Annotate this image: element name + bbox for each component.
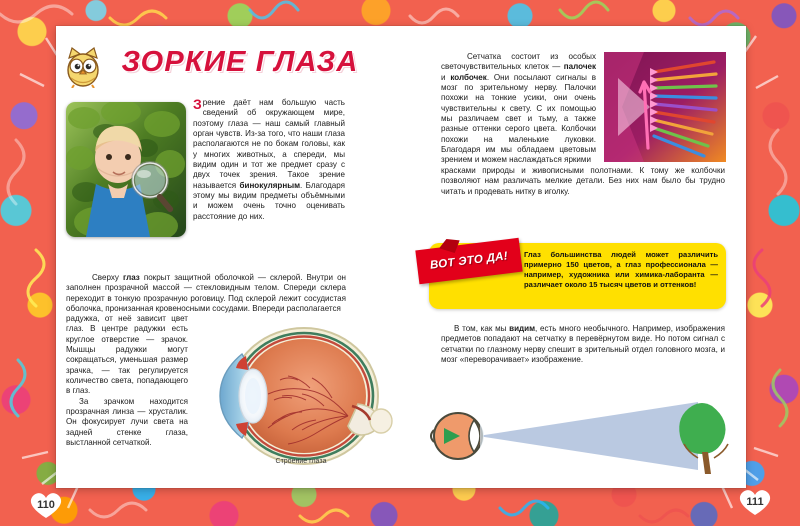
left-paragraph-2: Сверху глаз покрыт защитной оболочкой — склерой. Внутри он заполнен прозрачной массой — стекловидным телом. Спереди склера переходит в тонкую прозрачную роговицу. Под склерой лежит сосудистая оболочка, пронизанная кровеносными сосудами. Впереди располагается xyxy=(66,273,346,314)
page-number-left xyxy=(26,490,66,520)
page-number-right xyxy=(735,487,775,517)
eye-figure-caption: Строение глаза xyxy=(275,458,327,465)
left-p1-bold: бинокулярным xyxy=(239,180,301,190)
fact-box-text: Глаз большинства людей может различить примерно 150 цветов, а глаз профессионала — например, художника или химика-лаборанта — различает около 15 тысяч цветов и оттенков! xyxy=(524,250,718,289)
retina-cells-illustration xyxy=(604,52,726,162)
dropcap: З xyxy=(193,96,202,112)
photo-boy-with-magnifier xyxy=(66,102,186,237)
left-p1-text-after: . Благодаря этому мы видим предметы объёмными и можем очень точно оценивать расстояние до них. xyxy=(193,180,345,221)
page-number-right-label: 111 xyxy=(746,496,764,508)
page-number-left-label: 110 xyxy=(37,499,55,511)
left-column-continuation: радужка, от неё зависит цвет глаз. В центре радужки есть круглое отверстие — зрачок. Мышцы радужки могут сокращаться, уменьшая размер зрачка, — так регулируется количество света, попадающего в глаз. За зрачком находится прозрачная линза — хрусталик. Он фокусирует лучи света на задней стенке глаза, выстланной сетчаткой. xyxy=(66,314,188,448)
owl-mascot-icon xyxy=(62,44,104,88)
right-paragraph-1: Сетчатка состоит из особых светочувствительных клеток — палочек и колбочек. Они посылают сигналы в мозг по зрительному нерву. Палочки похожи на тонкие усики, они очень чувствительны к свету. С их помощью мы различаем свет и тьму, а также разные оттенки серого цвета. Колбочки похожи на маленькие луковки. Благодаря им мы обладаем цветовым зрением и можем наслаждаться яркими xyxy=(441,52,596,165)
fact-box xyxy=(429,243,726,309)
right-p2-bold: видим xyxy=(509,324,536,333)
left-paragraph-1 xyxy=(193,98,345,222)
left-p1-text: рение даёт нам большую часть сведений об окружающем мире, поэтому глаза — наш самый главный орган чувств. Из-за того, что наши глаза располагаются не по бокам головы, как у многих животных, а спереди, мы видим один и тот же предмет сразу с двух точек зрения. Такое зрение называется xyxy=(193,98,345,190)
fact-ribbon xyxy=(415,238,522,284)
eye-sees-tree-diagram xyxy=(430,398,730,476)
fact-ribbon-label: ВОТ ЭТО ДА! xyxy=(429,250,509,272)
right-paragraph-2 xyxy=(441,324,725,365)
right-p2-lead: В том, как мы xyxy=(454,324,510,333)
right-p2-text: , есть много необычного. Например, изображения предметов попадают на сетчатку в перевёрнутом виде. Но потом сигнал с сетчатки по глазному нерву спешит в зрительный отдел головного мозга, и мозг «переворачивает» изображение. xyxy=(441,324,725,365)
eye-anatomy-diagram xyxy=(206,320,396,475)
page-title: ЗОРКИЕ ГЛАЗА xyxy=(121,46,359,78)
right-column-continuation: красками природы и живописными полотнами. К тому же колбочки позволяют нам различать мелкие детали. Без них нам было бы трудно читать и продевать нитку в иголку. xyxy=(441,166,725,196)
